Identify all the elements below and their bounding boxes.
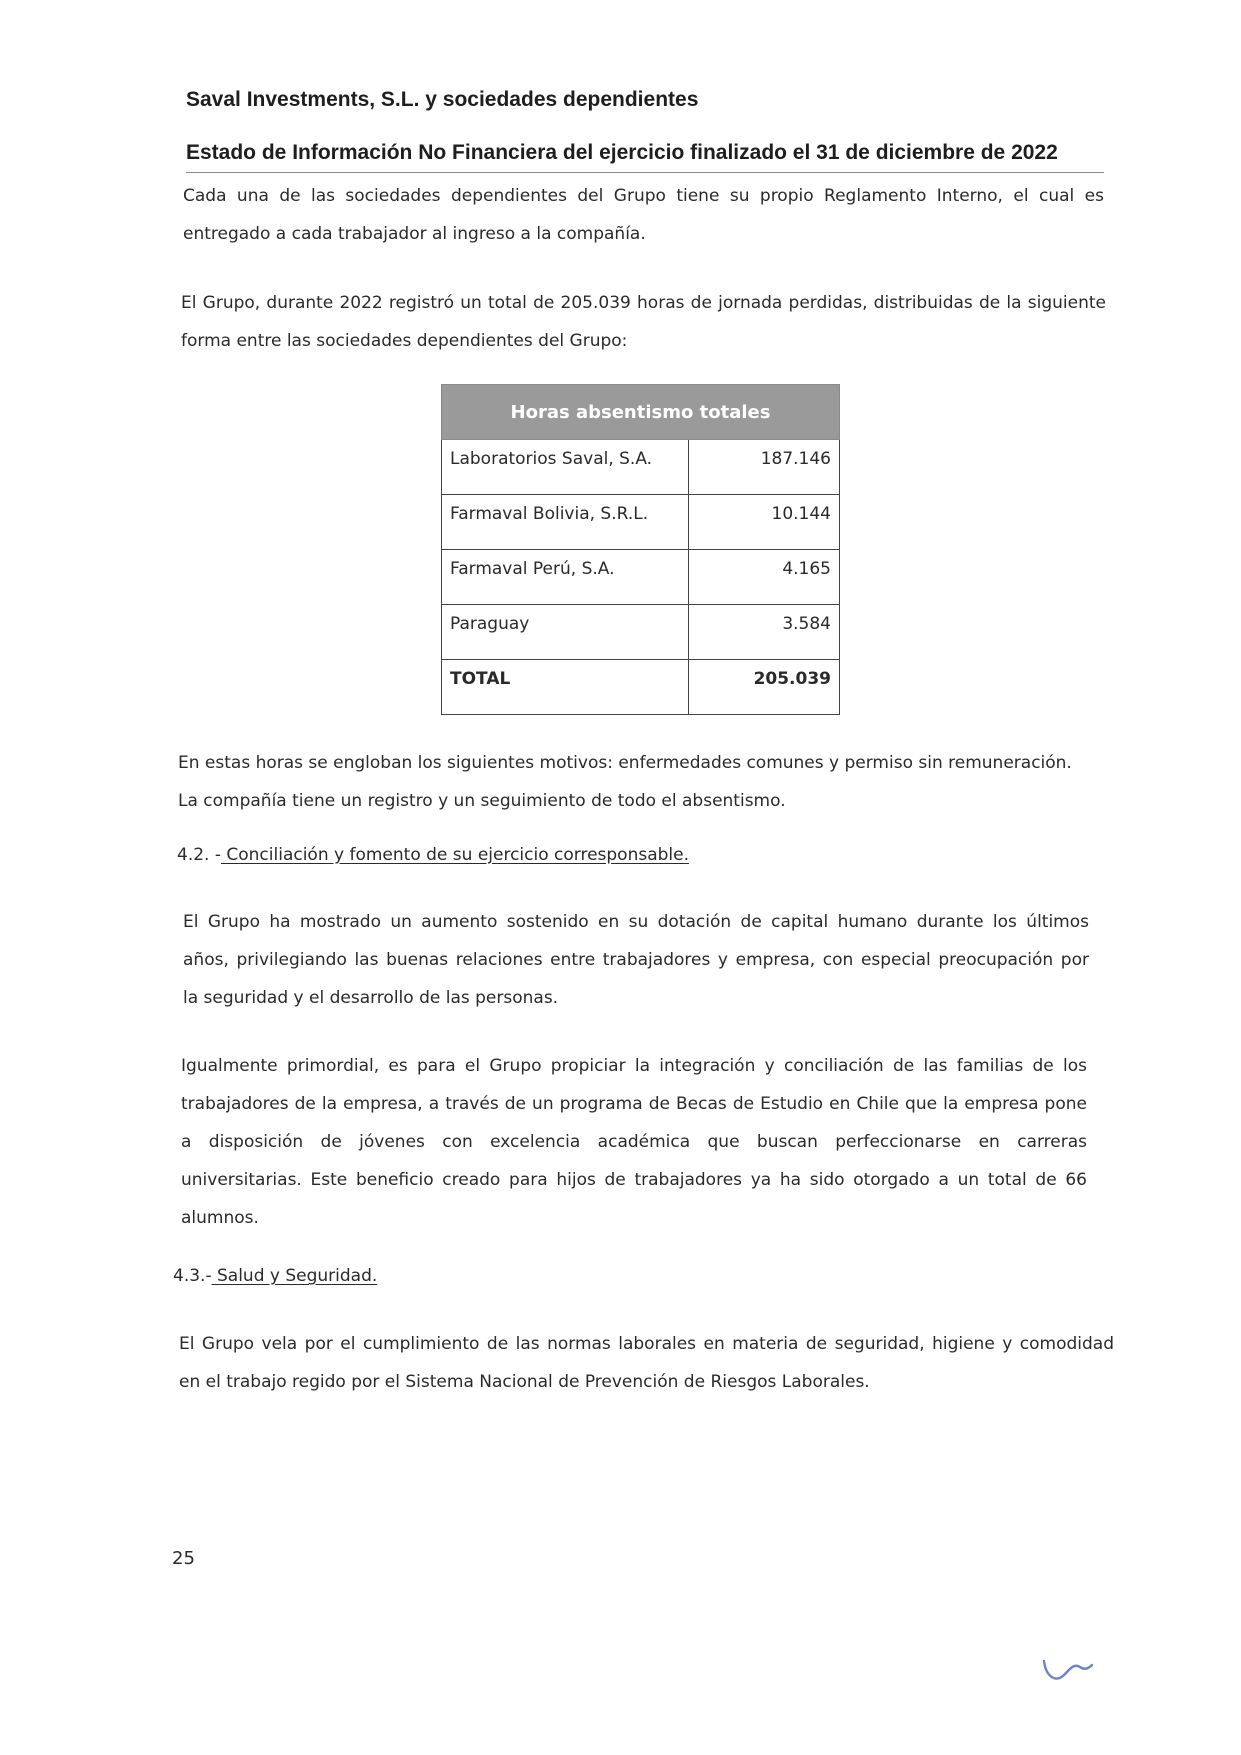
paragraph-salud	[179, 1325, 1114, 1401]
paragraph-line: El Grupo ha mostrado un aumento sostenido en su dotación de capital humano durante los últimos	[183, 912, 1089, 932]
paragraph-becas	[181, 1047, 1087, 1237]
company-cell: Laboratorios Saval, S.A.	[442, 440, 689, 495]
paragraph-line: entregado a cada trabajador al ingreso a la compañía.	[183, 224, 646, 244]
paragraph-capital-humano	[183, 903, 1089, 1017]
paragraph-motivos	[178, 744, 1108, 820]
paragraph-line: El Grupo, durante 2022 registró un total de 205.039 horas de jornada perdidas, distribuidas de la siguiente	[181, 293, 1106, 313]
paragraph-line: en el trabajo regido por el Sistema Nacional de Prevención de Riesgos Laborales.	[179, 1372, 870, 1392]
table-row	[442, 605, 840, 660]
hours-cell: 10.144	[689, 495, 840, 550]
total-label-cell: TOTAL	[442, 660, 689, 715]
paragraph-line: universitarias. Este beneficio creado para hijos de trabajadores ya ha sido otorgado a un total de 66	[181, 1170, 1087, 1190]
hours-cell: 187.146	[689, 440, 840, 495]
initials-mark	[1040, 1655, 1096, 1689]
paragraph-reglamento	[183, 177, 1104, 253]
table-row	[442, 550, 840, 605]
document-title: Estado de Información No Financiera del ejercicio finalizado el 31 de diciembre de 2022	[186, 141, 1058, 164]
company-cell: Farmaval Perú, S.A.	[442, 550, 689, 605]
section-title: Conciliación y fomento de su ejercicio corresponsable.	[220, 845, 690, 865]
company-name: Saval Investments, S.L. y sociedades dependientes	[186, 88, 699, 111]
paragraph-line: Igualmente primordial, es para el Grupo propiciar la integración y conciliación de las familias de los	[181, 1056, 1087, 1076]
table-total-row	[442, 660, 840, 715]
section-number: 4.3.-	[173, 1266, 212, 1286]
paragraph-line: alumnos.	[181, 1208, 259, 1228]
hours-cell: 3.584	[689, 605, 840, 660]
total-value-cell: 205.039	[689, 660, 840, 715]
table-row	[442, 440, 840, 495]
paragraph-line: Cada una de las sociedades dependientes del Grupo tiene su propio Reglamento Interno, el cual es	[183, 186, 1104, 206]
company-cell: Farmaval Bolivia, S.R.L.	[442, 495, 689, 550]
hours-cell: 4.165	[689, 550, 840, 605]
header-divider	[186, 172, 1104, 173]
section-number: 4.2. -	[177, 845, 221, 865]
paragraph-line: forma entre las sociedades dependientes del Grupo:	[181, 331, 628, 351]
section-heading-4-3	[173, 1266, 377, 1286]
paragraph-line: En estas horas se engloban los siguientes motivos: enfermedades comunes y permiso sin remuneración.	[178, 753, 1072, 773]
page-number: 25	[172, 1548, 195, 1569]
table-header: Horas absentismo totales	[442, 385, 840, 440]
paragraph-line: la seguridad y el desarrollo de las personas.	[183, 988, 559, 1008]
paragraph-line: años, privilegiando las buenas relaciones entre trabajadores y empresa, con especial preocupación por	[183, 950, 1089, 970]
paragraph-line: La compañía tiene un registro y un seguimiento de todo el absentismo.	[178, 791, 786, 811]
absenteeism-table	[441, 384, 840, 715]
paragraph-line: El Grupo vela por el cumplimiento de las normas laborales en materia de seguridad, higiene y comodidad	[179, 1334, 1114, 1354]
paragraph-line: trabajadores de la empresa, a través de un programa de Becas de Estudio en Chile que la empresa pone	[181, 1094, 1087, 1114]
company-cell: Paraguay	[442, 605, 689, 660]
section-title: Salud y Seguridad.	[211, 1266, 378, 1286]
section-heading-4-2	[177, 845, 689, 865]
paragraph-horas	[181, 284, 1106, 360]
paragraph-line: a disposición de jóvenes con excelencia académica que buscan perfeccionarse en carreras	[181, 1132, 1087, 1152]
table-row	[442, 495, 840, 550]
